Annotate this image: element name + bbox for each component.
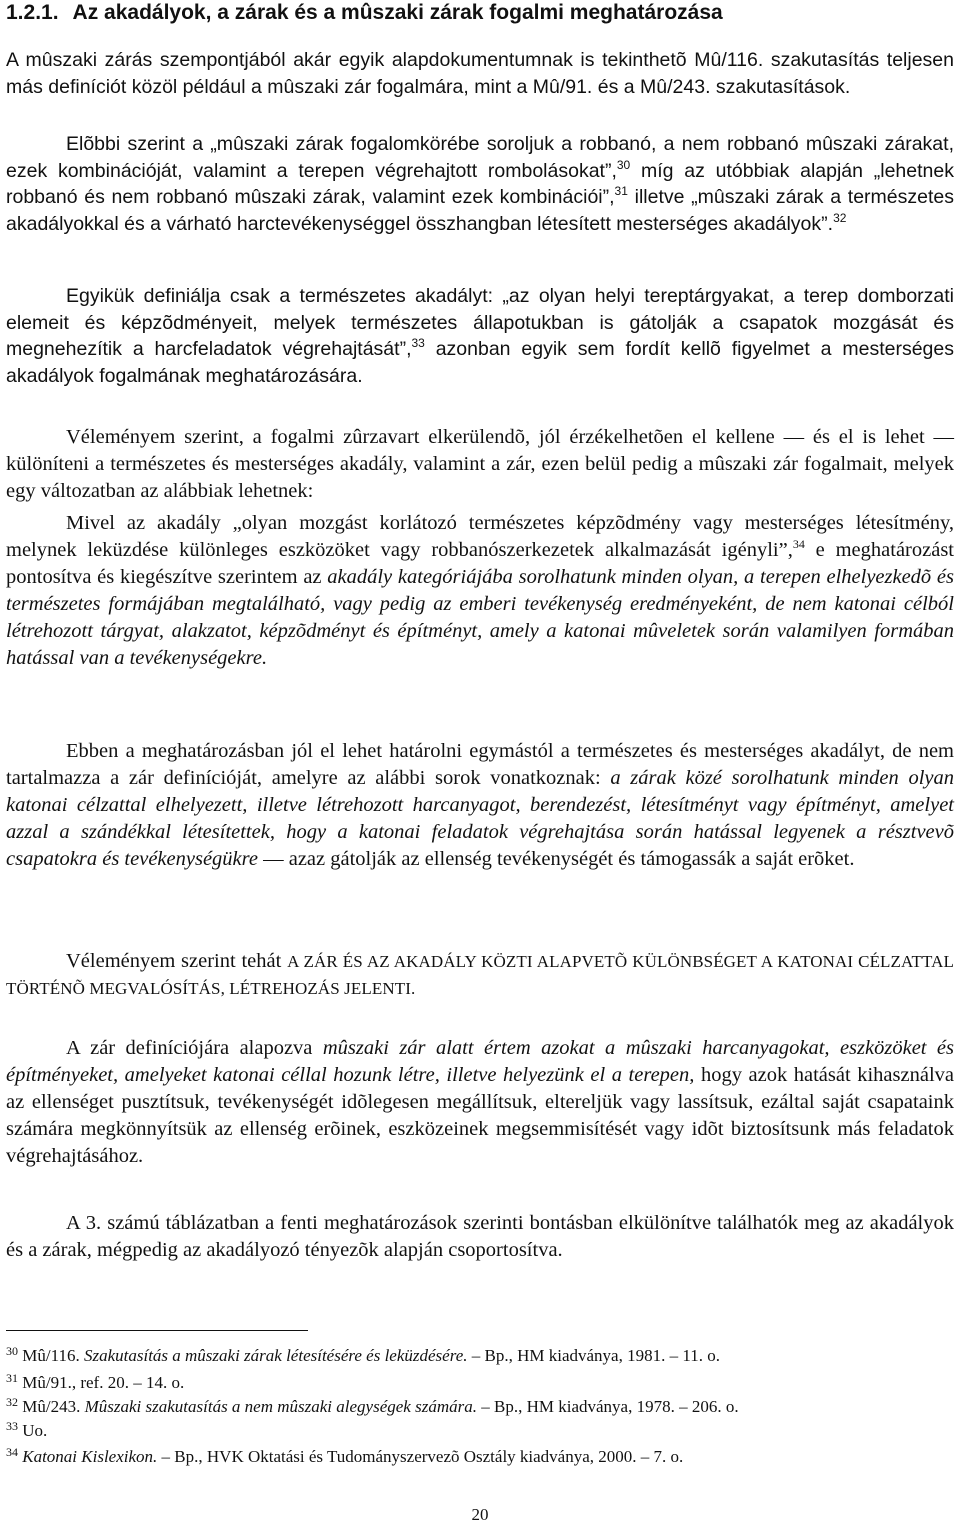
footnote-ref-34[interactable]: 34 [792, 537, 805, 551]
paragraph-1: A mûszaki zárás szempontjából akár egyik alapdokumentumnak is tekinthetõ Mû/116. szakutasítás teljesen más definíciót közöl például a mûszaki zár fogalmára, mint a Mû/91. és a Mû/243. szakutasítások. [6, 49, 954, 98]
paragraph-8: A zár definíciójára alapozva mûszaki zár alatt értem azokat a mûszaki harcanyagokat, eszközöket és építményeket, amelyeket katonai céllal hozunk létre, illetve helyezünk el a terepen, hogy azok hatását kihasználva az ellenséget pusztítsuk, tevékenységét idõlegesen megállítsuk, eltereljük vagy lassítsuk, ezáltal saját csapataink számára megkönnyítsük az ellenség erõinek, eszközeinek megsemmisítését vagy idõt biztosítsunk más feladatok végrehajtásához. [6, 1037, 954, 1167]
paragraph-2: Elõbbi szerint a „mûszaki zárak fogalomkörébe soroljuk a robbanó, a nem robbanó mûszaki zárakat, ezek kombinációját, valamint a terepen végrehajtott rombolásokat”,$^{30}$ míg az utóbbiak alapján „lehetnek robbanó és nem robbanó mûszaki zárak, valamint ezek kombinációi”,$^{31}$ illetve „mûszaki zárak a természetes akadályokkal és a várható harctevékenységgel összhangban létesített mesterséges akadályok”.$^{32}$ [6, 133, 954, 235]
section-number: 1.2.1. [6, 1, 59, 24]
akadaly-definition: akadály kategóriájába sorolhatunk minden olyan, a terepen elhelyezkedõ és természetes formájában megtalálható, vagy pedig az emberi tevékenység eredményeként, de nem katonai célból létrehozott tárgyat, alakzatot, képzõdményt és építményt, amely a katonai mûveletek során valamilyen formában hatással van a tevékenységekre. [6, 566, 954, 669]
key-statement: A ZÁR ÉS AZ AKADÁLY KÖZTI ALAPVETÕ KÜLÖNBSÉGET A KATONAI CÉLZATTAL TÖRTÉNÕ MEGVALÓSÍTÁS, LÉTREHOZÁS JELENTI. [6, 952, 954, 998]
footnote-ref-30[interactable]: 30 [616, 157, 631, 172]
footnote-32: $^{32}$ Mû/243. Mûszaki szakutasítás a nem mûszaki alegységek számára. – Bp., HM kiadványa, 1978. – 206. o. [6, 1395, 739, 1416]
footnote-30: $^{30}$ Mû/116. Szakutasítás a mûszaki zárak létesítésére és leküzdésére. – Bp., HM kiadványa, 1981. – 11. o. [6, 1344, 720, 1365]
paragraph-5: Mivel az akadály „olyan mozgást korlátozó természetes képzõdmény vagy mesterséges létesítmény, melynek leküzdése különleges eszközöket vagy robbanószerkezetek alkalmazását igényli”,$^{34}$ e meghatározást pontosítva és kiegészítve szerintem az akadály kategóriájába sorolhatunk minden olyan, a terepen elhelyezkedõ és természetes formájában megtalálható, vagy pedig az emberi tevékenység eredményeként, de nem katonai célból létrehozott tárgyat, alakzatot, képzõdményt és építményt, amely a katonai mûveletek során valamilyen formában hatással van a tevékenységekre. [6, 512, 954, 669]
footnote-divider [6, 1330, 308, 1331]
section-title: Az akadályok, a zárak és a mûszaki zárak fogalmi meghatározása [72, 1, 723, 24]
zar-definition: a zárak közé sorolhatunk minden olyan katonai célzattal elhelyezett, illetve létrehozott harcanyagot, berendezést, létesítményt vagy építményt, amelyet azzal a szándékkal létesítettek, hogy a katonai feladatok végrehajtása során hatással legyenek a résztvevõ csapatokra és tevékenységükre [6, 767, 954, 870]
muszaki-zar-definition: mûszaki zár alatt értem azokat a mûszaki harcanyagokat, eszközöket és építményeket, amelyeket katonai céllal hozunk létre, illetve helyezünk el a terepen, [6, 1037, 954, 1086]
footnote-34: $^{34}$ Katonai Kislexikon. – Bp., HVK Oktatási és Tudományszervezõ Osztály kiadványa, 2000. – 7. o. [6, 1445, 684, 1466]
section-heading [6, 0, 956, 26]
paragraph-9: A 3. számú táblázatban a fenti meghatározások szerinti bontásban elkülönítve találhatók meg az akadályok és a zárak, mégpedig az akadályozó tényezõk alapján csoportosítva. [6, 1212, 954, 1261]
footnote-ref-32[interactable]: 32 [833, 210, 847, 225]
paragraph-6: Ebben a meghatározásban jól el lehet határolni egymástól a természetes és mesterséges akadályt, de nem tartalmazza a zár definícióját, amelyre az alábbi sorok vonatkoznak: a zárak közé sorolhatunk minden olyan katonai célzattal elhelyezett, illetve létrehozott harcanyagot, berendezést, létesítményt vagy építményt, amelyet azzal a szándékkal létesítettek, hogy a katonai feladatok végrehajtása során hatással legyenek a résztvevõ csapatokra és tevékenységükre — azaz gátolják az ellenség tevékenységét és támogassák a saját erõket. [6, 740, 954, 870]
paragraph-7: Véleményem szerint tehát A ZÁR ÉS AZ AKADÁLY KÖZTI ALAPVETÕ KÜLÖNBSÉGET A KATONAI CÉLZATTAL TÖRTÉNÕ MEGVALÓSÍTÁS, LÉTREHOZÁS JELENTI. [6, 950, 954, 998]
footnote-33: $^{33}$ Uo. [6, 1419, 48, 1440]
footnote-ref-31[interactable]: 31 [614, 184, 628, 198]
paragraph-3: Egyikük definiálja csak a természetes akadályt: „az olyan helyi tereptárgyakat, a terep domborzati elemeit és képzõdményeit, melyek természetes állapotukban is gátolják a csapatok mozgását és megnehezítik a harcfeladatok végrehajtását”,$^{33}$ azonban egyik sem fordít kellõ figyelmet a mesterséges akadályok fogalmának meghatározására. [6, 285, 954, 387]
footnote-ref-33[interactable]: 33 [411, 336, 425, 350]
page-number: 20 [471, 1505, 489, 1524]
paragraph-4: Véleményem szerint, a fogalmi zûrzavart elkerülendõ, jól érzékelhetõen el kellene — és el is lehet — különíteni a természetes és mesterséges akadály, valamint a zár, ezen belül pedig a mûszaki zár fogalmait, melyek egy változatban az alábbiak lehetnek: [6, 426, 954, 502]
footnote-31: $^{31}$ Mû/91., ref. 20. – 14. o. [6, 1371, 185, 1392]
